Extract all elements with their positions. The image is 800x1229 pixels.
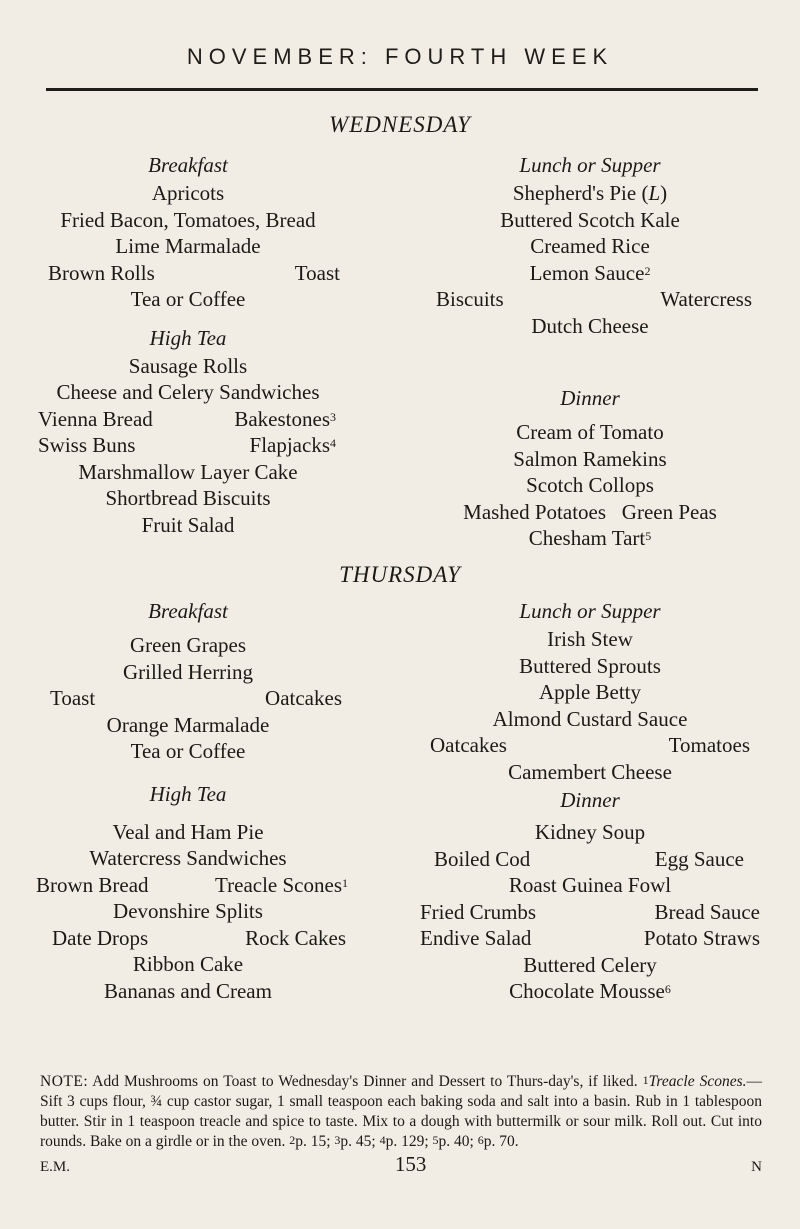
menu-item: Tea or Coffee	[130, 287, 246, 311]
wednesday-right-column	[420, 150, 760, 552]
menu-item: Bakestones	[234, 406, 330, 431]
menu-item: Salmon Ramekins	[513, 446, 667, 471]
header-rule	[46, 88, 758, 91]
footnote-marker: 2	[644, 263, 651, 278]
footnote-marker: 5	[645, 529, 652, 543]
menu-item: Mashed Potatoes Green Peas	[463, 499, 717, 524]
menu-item-pair	[28, 432, 348, 459]
menu-item: Egg Sauce	[654, 846, 744, 871]
footnote-marker: 1	[342, 875, 348, 890]
running-head: NOVEMBER: FOURTH WEEK	[186, 44, 614, 69]
page-ref: p. 70.	[483, 1133, 519, 1150]
menu-item: Tea or Coffee	[130, 739, 246, 763]
menu-item: Toast	[294, 260, 340, 285]
menu-item-pair	[28, 925, 348, 952]
day-heading-wednesday: WEDNESDAY	[329, 112, 471, 137]
menu-item: Dutch Cheese	[531, 313, 649, 338]
menu-item-pair	[28, 685, 348, 712]
signature-mark: N	[751, 1159, 762, 1175]
menu-item: Shepherd's Pie (L)	[512, 181, 668, 205]
thursday-left-column	[28, 596, 348, 1004]
menu-item: Marshmallow Layer Cake	[78, 459, 298, 484]
menu-item: Devonshire Splits	[113, 899, 263, 923]
signature-mark: E.M.	[40, 1159, 70, 1175]
menu-item: Roast Guinea Fowl	[508, 873, 672, 897]
menu-item: Oatcakes	[430, 733, 507, 757]
footnote-marker: 3	[330, 409, 336, 424]
menu-item: Fruit Salad	[141, 512, 235, 537]
menu-item: Fried Crumbs	[420, 899, 537, 924]
menu-item: Apple Betty	[538, 680, 642, 704]
recipe-text: —Sift 3 cups flour, ¾ cup castor sugar, 1 small teaspoon each baking soda and salt into a basin. Rub in 1 tablespoon butter. Stir in 1 teaspoon treacle and spice to taste. Mix to a dough with buttermilk or sour milk. Roll out. Cut into rounds. Bake on a girdle or in the oven.	[40, 1073, 762, 1150]
menu-item: Brown Bread	[36, 872, 149, 897]
menu-item: Biscuits	[436, 287, 504, 311]
recipe-title: Treacle Scones.	[648, 1073, 747, 1090]
page-ref: p. 40;	[438, 1133, 474, 1150]
breakfast-heading: Breakfast	[148, 153, 228, 177]
breakfast-heading: Breakfast	[148, 599, 228, 623]
menu-item: Endive Salad	[420, 926, 532, 950]
menu-item: Ribbon Cake	[132, 952, 244, 976]
menu-item: Bread Sauce	[654, 899, 760, 924]
day-heading-thursday: THURSDAY	[339, 562, 461, 587]
menu-item-pair	[28, 406, 348, 433]
high-tea-heading: High Tea	[149, 325, 227, 350]
high-tea-heading: High Tea	[149, 781, 227, 806]
menu-item: Oatcakes	[265, 686, 342, 710]
page-footer	[40, 1152, 762, 1177]
menu-item-pair	[420, 899, 760, 926]
menu-item: Veal and Ham Pie	[112, 819, 264, 844]
menu-item: Creamed Rice	[530, 234, 650, 258]
menu-item: Swiss Buns	[38, 433, 136, 457]
menu-item: Kidney Soup	[534, 820, 646, 844]
menu-item: Almond Custard Sauce	[492, 706, 688, 731]
menu-item-pair	[420, 925, 760, 952]
menu-item: Fried Bacon, Tomatoes, Bread	[60, 207, 316, 232]
menu-item: Irish Stew	[547, 627, 633, 651]
menu-item: Orange Marmalade	[106, 712, 270, 737]
menu-item-pair	[28, 872, 348, 899]
page-number: 153	[394, 1152, 427, 1176]
menu-item: Sausage Rolls	[128, 353, 248, 378]
footnote-marker: 6	[664, 982, 671, 996]
page-ref: p. 15;	[295, 1133, 331, 1150]
menu-item: Buttered Sprouts	[519, 653, 661, 678]
footnote-marker: 1	[642, 1073, 649, 1087]
menu-item: Cream of Tomato	[516, 420, 664, 444]
menu-item: Tomatoes	[668, 733, 750, 757]
menu-item: Rock Cakes	[245, 925, 346, 950]
menu-item: Cheese and Celery Sandwiches	[56, 380, 320, 404]
menu-item: Vienna Bread	[38, 406, 153, 431]
menu-item-pair	[28, 260, 348, 287]
dinner-heading: Dinner	[560, 788, 620, 812]
menu-item: Brown Rolls	[48, 260, 155, 285]
menu-item: Shortbread Biscuits	[105, 486, 271, 510]
menu-item: Lemon Sauce$^2$	[529, 260, 651, 285]
thursday-right-column	[420, 596, 760, 1005]
menu-item: Boiled Cod	[434, 846, 531, 871]
page-ref: p. 129;	[385, 1133, 429, 1150]
menu-item: Potato Straws	[643, 926, 760, 950]
menu-item: Green Grapes	[129, 633, 247, 657]
menu-item: Buttered Celery	[523, 952, 657, 977]
menu-item-pair	[420, 846, 760, 873]
menu-item: Chesham Tart$^5$	[528, 526, 652, 550]
lunch-heading: Lunch or Supper	[519, 599, 661, 623]
lunch-heading: Lunch or Supper	[519, 153, 661, 177]
note-text: Add Mushrooms on Toast to Wednesday's Dinner and Dessert to Thurs-day's, if liked.	[92, 1073, 638, 1090]
footnote-marker: 4	[330, 436, 336, 450]
dinner-heading: Dinner	[560, 386, 620, 410]
note-label: NOTE:	[40, 1073, 89, 1090]
menu-item-pair	[420, 286, 760, 313]
menu-item: Scotch Collops	[526, 473, 654, 497]
menu-item: Buttered Scotch Kale	[500, 207, 680, 232]
menu-item: Watercress	[660, 287, 752, 311]
menu-item: Bananas and Cream	[104, 978, 272, 1003]
menu-item: Toast	[50, 686, 96, 710]
wednesday-left-column	[28, 150, 348, 538]
menu-item: Camembert Cheese	[508, 759, 672, 784]
page-ref: p. 45;	[340, 1133, 376, 1150]
recipe-note: NOTE: Add Mushrooms on Toast to Wednesday's Dinner and Dessert to Thurs-day's, if liked. $^1$Treacle Scones.—Sift 3 cups flour, ¾ cup castor sugar, 1 small teaspoon each baking soda and salt into a basin. Rub in 1 tablespoon butter. Stir in 1 teaspoon treacle and spice to taste. Mix to a dough with buttermilk or sour milk. Roll out. Cut into rounds. Bake on a girdle or in the oven. $^2$p. 15; $^3$p. 45; $^4$p. 129; $^5$p. 40; $^6$p. 70.	[40, 1073, 762, 1150]
menu-item: Chocolate Mousse$^6$	[509, 979, 671, 1003]
menu-item: Date Drops	[52, 925, 149, 950]
menu-item: Flapjacks	[249, 433, 330, 457]
menu-item: Grilled Herring	[122, 659, 254, 684]
menu-item: Apricots	[151, 181, 225, 205]
menu-item: Lime Marmalade	[115, 234, 261, 258]
menu-item-pair	[420, 732, 760, 759]
menu-item: Watercress Sandwiches	[89, 846, 287, 870]
menu-item: Treacle Scones	[215, 872, 342, 897]
